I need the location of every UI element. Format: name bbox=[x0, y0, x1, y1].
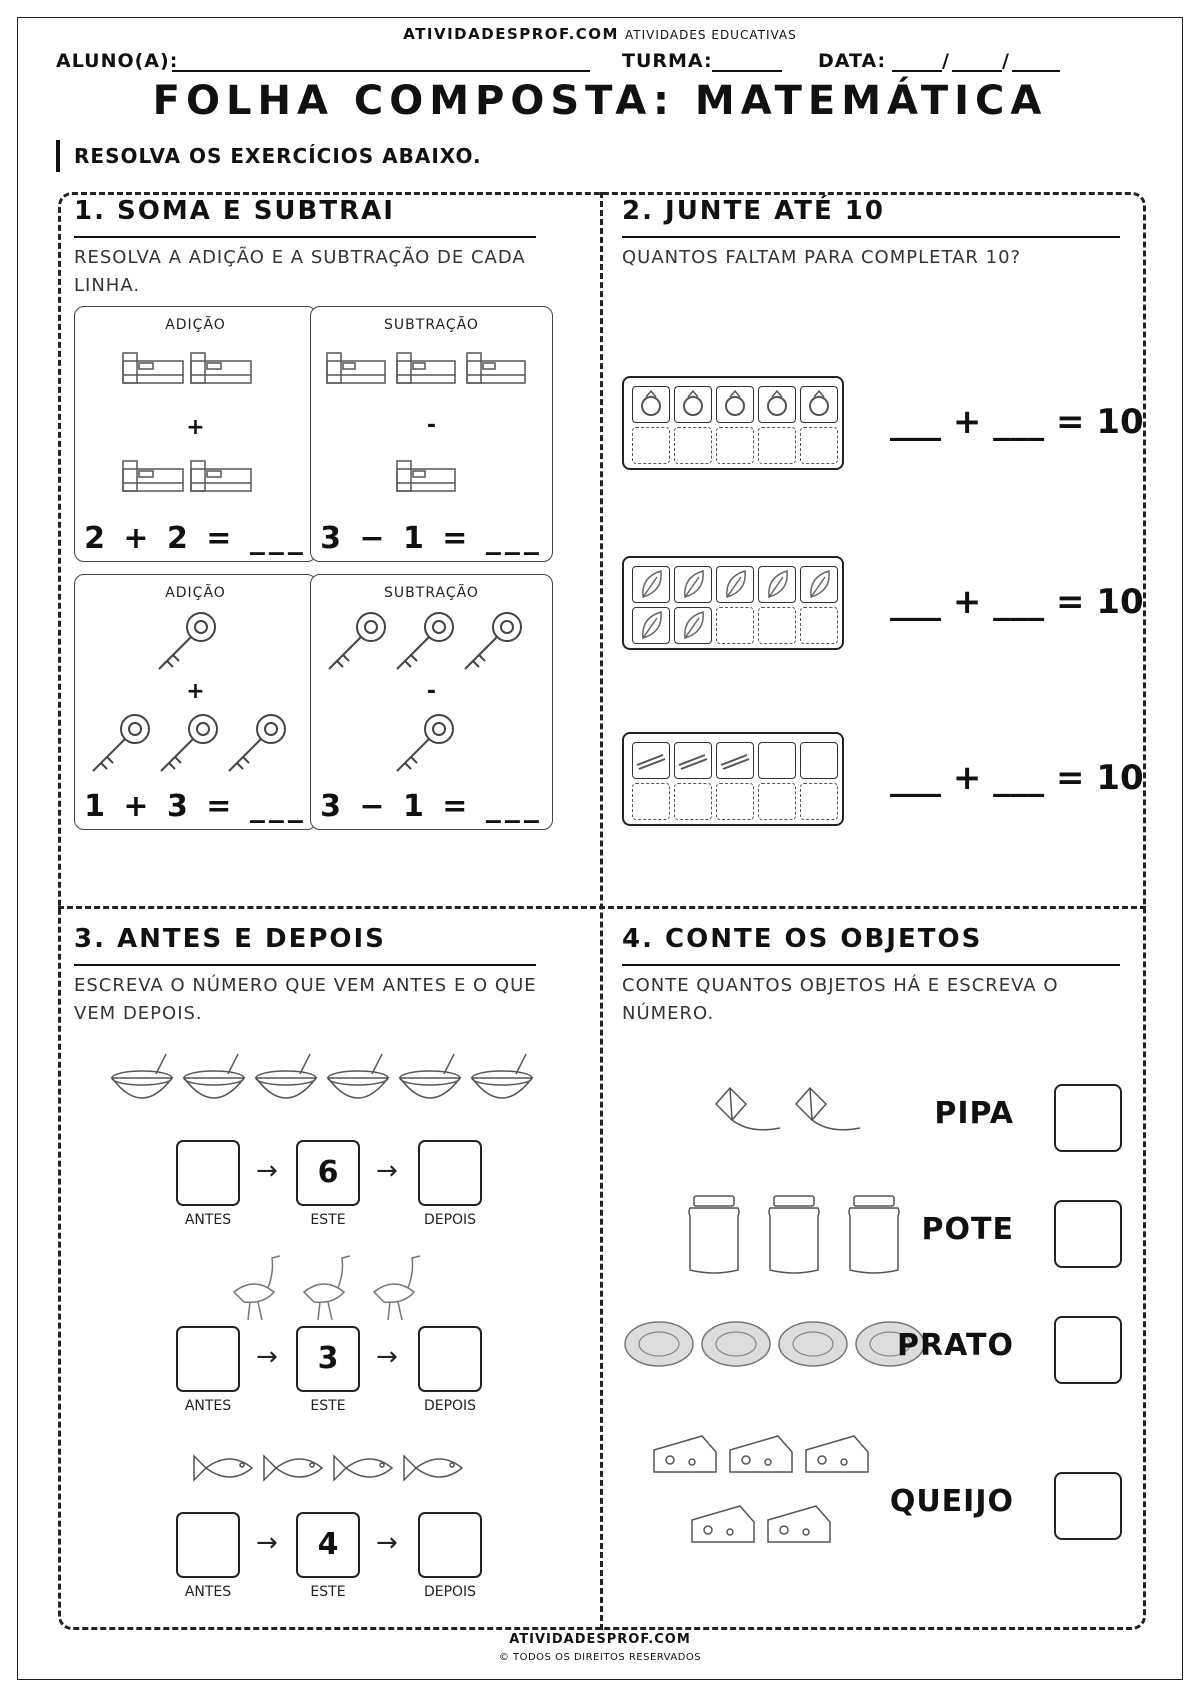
card-label: ADIÇÃO bbox=[165, 585, 226, 601]
date-sep-1: / bbox=[942, 50, 950, 72]
after-label: DEPOIS bbox=[423, 1398, 477, 1414]
arrow-icon: → bbox=[376, 1528, 398, 1558]
arrow-icon: → bbox=[376, 1156, 398, 1186]
answer-box[interactable] bbox=[1054, 1472, 1122, 1540]
before-label: ANTES bbox=[184, 1398, 232, 1414]
turma-field[interactable] bbox=[712, 70, 782, 72]
section-1-instruction: RESOLVA A ADIÇÃO E A SUBTRAÇÃO DE CADA LINHA. bbox=[74, 247, 526, 296]
footer-rights: © TODOS OS DIREITOS RESERVADOS bbox=[498, 1652, 702, 1663]
arrow-icon: → bbox=[256, 1156, 278, 1186]
after-label: DEPOIS bbox=[423, 1584, 477, 1600]
empty-cell bbox=[800, 607, 838, 644]
empty-cell bbox=[632, 427, 670, 464]
equation[interactable]: 3 − 1 = ___ bbox=[320, 521, 543, 556]
empty-cell bbox=[674, 783, 712, 820]
after-box[interactable] bbox=[418, 1326, 482, 1392]
this-label: ESTE bbox=[310, 1212, 346, 1228]
ski-icon bbox=[716, 742, 754, 779]
vertical-divider bbox=[600, 192, 603, 1630]
leaf-icon bbox=[674, 566, 712, 603]
empty-cell bbox=[716, 607, 754, 644]
key-icon bbox=[153, 607, 223, 677]
this-number: 3 bbox=[296, 1326, 360, 1392]
leaf-icon bbox=[716, 566, 754, 603]
date-sep-2: / bbox=[1002, 50, 1010, 72]
object-label: PIPA bbox=[934, 1096, 1014, 1131]
operator: - bbox=[426, 413, 437, 438]
card-label: SUBTRAÇÃO bbox=[384, 585, 479, 601]
bed-icon bbox=[395, 455, 465, 501]
section-2-instruction: QUANTOS FALTAM PARA COMPLETAR 10? bbox=[622, 247, 1022, 268]
empty-cell bbox=[800, 427, 838, 464]
leaf-icon bbox=[632, 566, 670, 603]
empty-cell bbox=[758, 607, 796, 644]
operator: + bbox=[186, 415, 205, 440]
date-year-field[interactable] bbox=[1012, 70, 1060, 72]
key-icon bbox=[391, 709, 461, 779]
before-box[interactable] bbox=[176, 1326, 240, 1392]
empty-cell bbox=[758, 742, 796, 779]
ten-frame-equation[interactable]: ___ + ___ = 10 bbox=[890, 402, 1144, 442]
empty-cell bbox=[632, 783, 670, 820]
answer-box[interactable] bbox=[1054, 1316, 1122, 1384]
aluno-field[interactable] bbox=[172, 70, 590, 72]
ten-frame bbox=[622, 556, 844, 650]
ski-icon bbox=[632, 742, 670, 779]
operator: - bbox=[426, 679, 437, 704]
before-box[interactable] bbox=[176, 1512, 240, 1578]
section-4-title: 4. CONTE OS OBJETOS bbox=[622, 924, 1120, 966]
after-box[interactable] bbox=[418, 1140, 482, 1206]
cheese-icon bbox=[650, 1432, 880, 1562]
ten-frame bbox=[622, 732, 844, 826]
arrow-icon: → bbox=[256, 1342, 278, 1372]
ring-icon bbox=[674, 386, 712, 423]
leaf-icon bbox=[800, 566, 838, 603]
answer-box[interactable] bbox=[1054, 1200, 1122, 1268]
empty-cell bbox=[716, 783, 754, 820]
object-label: POTE bbox=[921, 1212, 1014, 1247]
card-subtraction-beds bbox=[310, 306, 553, 562]
arrow-icon: → bbox=[376, 1342, 398, 1372]
object-label: QUEIJO bbox=[889, 1484, 1014, 1519]
bed-icon bbox=[121, 455, 271, 501]
after-box[interactable] bbox=[418, 1512, 482, 1578]
section-2-title: 2. JUNTE ATÉ 10 bbox=[622, 196, 1120, 238]
bowl-icon bbox=[108, 1052, 548, 1112]
card-label: SUBTRAÇÃO bbox=[384, 317, 479, 333]
equation[interactable]: 3 − 1 = ___ bbox=[320, 789, 543, 824]
leaf-icon bbox=[758, 566, 796, 603]
site-name: ATIVIDADESPROF.COM bbox=[403, 25, 619, 43]
horizontal-divider bbox=[58, 906, 1146, 909]
this-label: ESTE bbox=[310, 1398, 346, 1414]
empty-cell bbox=[674, 427, 712, 464]
empty-cell bbox=[758, 427, 796, 464]
section-3-instruction: ESCREVA O NÚMERO QUE VEM ANTES E O QUE VEM DEPOIS. bbox=[74, 975, 537, 1024]
leaf-icon bbox=[632, 607, 670, 644]
date-day-field[interactable] bbox=[892, 70, 942, 72]
leaf-icon bbox=[674, 607, 712, 644]
answer-box[interactable] bbox=[1054, 1084, 1122, 1152]
footer-site: ATIVIDADESPROF.COM bbox=[509, 1632, 691, 1647]
card-label: ADIÇÃO bbox=[165, 317, 226, 333]
ten-frame-equation[interactable]: ___ + ___ = 10 bbox=[890, 582, 1144, 622]
empty-cell bbox=[800, 742, 838, 779]
key-icon bbox=[319, 607, 545, 677]
key-icon bbox=[83, 709, 309, 779]
ring-icon bbox=[716, 386, 754, 423]
site-header bbox=[0, 25, 1200, 43]
turma-label: TURMA: bbox=[622, 50, 713, 72]
site-tagline: ATIVIDADES EDUCATIVAS bbox=[624, 28, 797, 42]
data-label: DATA: bbox=[818, 50, 887, 72]
section-4-instruction: CONTE QUANTOS OBJETOS HÁ E ESCREVA O NÚMERO. bbox=[622, 975, 1059, 1024]
after-label: DEPOIS bbox=[423, 1212, 477, 1228]
empty-cell bbox=[758, 783, 796, 820]
fish-icon bbox=[192, 1446, 472, 1492]
equation[interactable]: 1 + 3 = ___ bbox=[84, 789, 307, 824]
empty-cell bbox=[716, 427, 754, 464]
card-addition-keys bbox=[74, 574, 317, 830]
this-label: ESTE bbox=[310, 1584, 346, 1600]
this-number: 6 bbox=[296, 1140, 360, 1206]
section-3-title: 3. ANTES E DEPOIS bbox=[74, 924, 536, 966]
bed-icon bbox=[325, 347, 541, 393]
ring-icon bbox=[800, 386, 838, 423]
object-label: PRATO bbox=[897, 1328, 1014, 1363]
ski-icon bbox=[674, 742, 712, 779]
ten-frame bbox=[622, 376, 844, 470]
aluno-label: ALUNO(A): bbox=[56, 50, 179, 72]
before-label: ANTES bbox=[184, 1212, 232, 1228]
empty-cell bbox=[800, 783, 838, 820]
before-box[interactable] bbox=[176, 1140, 240, 1206]
equation[interactable]: 2 + 2 = ___ bbox=[84, 521, 307, 556]
bed-icon bbox=[121, 347, 271, 393]
before-label: ANTES bbox=[184, 1584, 232, 1600]
card-subtraction-keys bbox=[310, 574, 553, 830]
date-month-field[interactable] bbox=[952, 70, 1002, 72]
page-title: FOLHA COMPOSTA: MATEMÁTICA bbox=[152, 78, 1048, 124]
ostrich-icon bbox=[224, 1252, 436, 1322]
ten-frame-equation[interactable]: ___ + ___ = 10 bbox=[890, 758, 1144, 798]
this-number: 4 bbox=[296, 1512, 360, 1578]
operator: + bbox=[186, 679, 205, 704]
card-addition-beds bbox=[74, 306, 317, 562]
section-1-title: 1. SOMA E SUBTRAI bbox=[74, 196, 536, 238]
ring-icon bbox=[758, 386, 796, 423]
ring-icon bbox=[632, 386, 670, 423]
arrow-icon: → bbox=[256, 1528, 278, 1558]
page-instruction: RESOLVA OS EXERCÍCIOS ABAIXO. bbox=[56, 140, 482, 172]
